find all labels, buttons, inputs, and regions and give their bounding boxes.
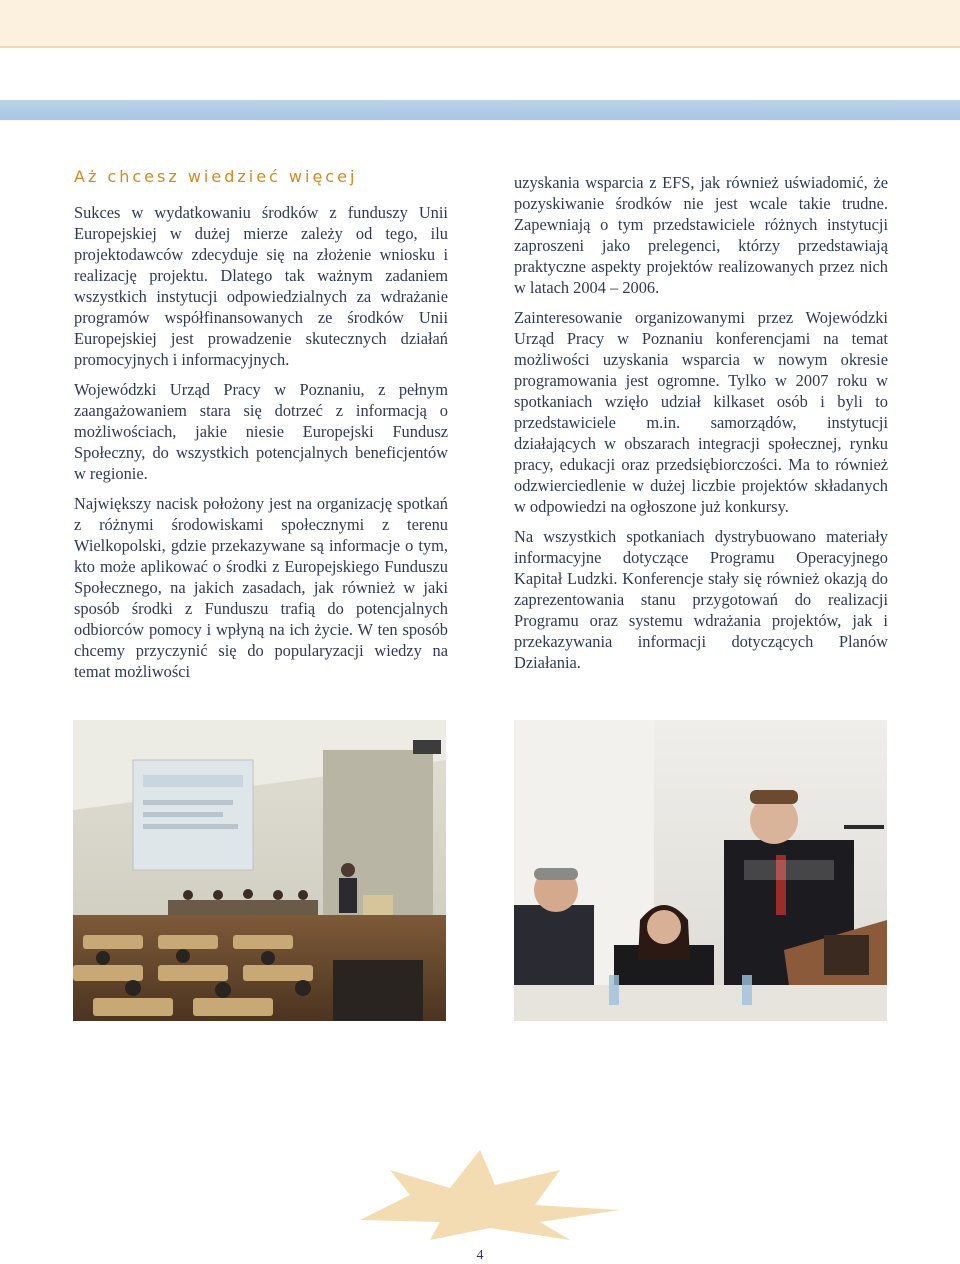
paragraph: Sukces w wydatkowaniu środków z funduszy Unii Europejskiej w dużej mierze zależy od tego, ilu projektodawców zdecyduje się na złożenie wniosku i realizację projektu. Dlatego tak ważnym zadaniem wszystkich instytucji odpowiedzialnych za wdrażanie programów współfinansowanych ze środków Unii Europejskiej jest prowadzenie skutecznych działań promocyjnych i informacyjnych. — [74, 203, 448, 369]
page-number: 4 — [476, 1248, 484, 1263]
paragraph: Zainteresowanie organizowanymi przez Wojewódzki Urząd Pracy w Poznaniu konferencjami na temat możliwości uzyskania wsparcia w nowym okresie programowania jest ogromne. Tylko w 2007 roku w spotkaniach wzięło udział kilkaset osób i byli to przedstawiciele m.in. samorządów, instytucji działających w obszarach integracji społecznej, rynku pracy, edukacji oraz przedsiębiorczości. Ma to również odzwierciedlenie w dużej liczbie projektów składanych w odpowiedzi na ogłoszone już konkursy. — [514, 308, 888, 516]
paragraph: Wojewódzki Urząd Pracy w Poznaniu, z pełnym zaangażowaniem stara się dotrzeć z informacją o możliwościach, jakie niesie Europejski Fundusz Społeczny, do wszystkich potencjalnych beneficjentów w regionie. — [74, 380, 448, 483]
conference-hall-photo — [73, 720, 446, 1021]
star-decoration — [320, 1150, 640, 1240]
top-band-edge — [0, 46, 960, 48]
paragraph: Na wszystkich spotkaniach dystrybuowano materiały informacyjne dotyczące Programu Operacyjnego Kapitał Ludzki. Konferencje stały się również okazją do zaprezentowania stanu przygotowań do realizacji Programu oraz systemu wdrażania projektów, jak i przekazywania informacji dotyczących Planów Działania. — [514, 527, 888, 672]
top-decorative-band — [0, 0, 960, 46]
right-text-column — [514, 172, 888, 682]
section-heading: Aż chcesz wiedzieć więcej — [74, 167, 358, 186]
paragraph: Największy nacisk położony jest na organizację spotkań z różnymi środowiskami społecznymi z terenu Wielkopolski, gdzie przekazywane są informacje o tym, kto może aplikować o środki z Europejskiego Funduszu Społecznego, na jakich zasadach, jak również w jaki sposób środki z Funduszu trafią do potencjalnych odbiorców pomocy i wpłyną na ich życie. W ten sposób chcemy przyczynić się do popularyzacji wiedzy na temat możliwości — [74, 494, 448, 681]
blue-decorative-band — [0, 100, 960, 120]
speaker-lectern-photo — [514, 720, 887, 1021]
paragraph: uzyskania wsparcia z EFS, jak również uświadomić, że pozyskiwanie środków nie jest wcale takie trudne. Zapewniają o tym przedstawiciele różnych instytucji zaproszeni jako prelegenci, którzy przedstawiają praktyczne aspekty projektów realizowanych przez nich w latach 2004 – 2006. — [514, 173, 888, 297]
left-text-column — [74, 202, 448, 691]
